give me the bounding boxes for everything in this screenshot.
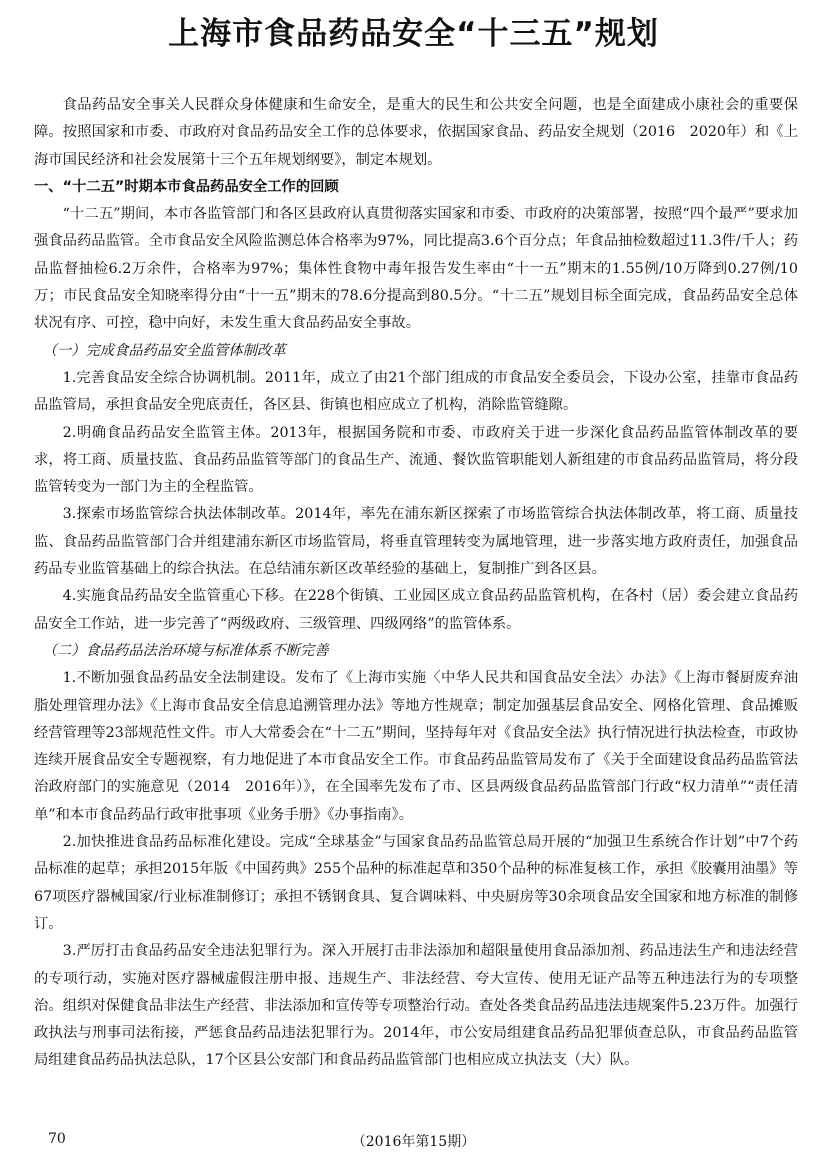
section-heading: 一、“十二五”时期本市食品药品安全工作的回顾 [34, 178, 339, 195]
page-title: 上海市食品药品安全“十三五”规划 [168, 16, 659, 52]
list-item-paragraph: 4.实施食品药品安全监管重心下移。在228个街镇、工业园区成立食品药品监管机构，在各村（居）委会建立食品药品安全工作站，进一步完善了“两级政府、三级管理、四级网络”的监管体系。 [34, 588, 798, 632]
subsection-heading: （二）食品药品法治环境与标准体系不断完善 [42, 642, 329, 659]
page-footer [0, 1131, 827, 1155]
list-item-paragraph: 1.完善食品安全综合协调机制。2011年，成立了由21个部门组成的市食品安全委员会，下设办公室，挂靠市食品药品监管局，承担食品安全兜底责任，各区县、街镇也相应成立了机构，消除监管缝隙。 [34, 369, 798, 414]
page-number: 70 [48, 1131, 66, 1147]
document-body [34, 92, 798, 1075]
issue-label: （2016年第15期） [351, 1134, 476, 1150]
list-item-paragraph: 3.探索市场监管综合执法体制改革。2014年，率先在浦东新区探索了市场监管综合执法体制改革，将工商、质量技监、食品药品监管部门合并组建浦东新区市场监管局，将垂直管理转变为属地管理，进一步落实地方政府责任，加强食品药品专业监管基础上的综合执法。在总结浦东新区改革经验的基础上，复制推广到各区县。 [34, 506, 798, 578]
list-item-paragraph: 2.加快推进食品药品标准化建设。完成“全球基金”与国家食品药品监管总局开展的“加强卫生系统合作计划”中7个药品标准的起草；承担2015年版《中国药典》255个品种的标准起草和350个品种的标准复核工作，承担《胶囊用油墨》等67项医疗器械国家/行业标准制修订；承担不锈钢食具、复合调味料、中央厨房等30余项食品安全国家和地方标准的制修订。 [34, 834, 798, 932]
subsection-heading: （一）完成食品药品安全监管体制改革 [42, 342, 286, 359]
list-item-paragraph: 2.明确食品药品安全监管主体。2013年，根据国务院和市委、市政府关于进一步深化食品药品监管体制改革的要求，将工商、质量技监、食品药品监管等部门的食品生产、流通、餐饮监管职能划人新组建的市食品药品监管局，将分段监管转变为一部门为主的全程监管。 [34, 424, 798, 496]
list-item-paragraph: 3.严厉打击食品药品安全违法犯罪行为。深入开展打击非法添加和超限量使用食品添加剂、药品违法生产和违法经营的专项行动，实施对医疗器械虚假注册申报、违规生产、非法经营、夸大宣传、使用无证产品等五种违法行为的专项整治。组织对保健食品非法生产经营、非法添加和宣传等专项整治行动。查处各类食品药品违法违规案件5.23万件。加强行政执法与刑事司法衔接，严惩食品药品违法犯罪行为。2014年，市公安局组建食品药品犯罪侦查总队，市食品药品监管局组建食品药品执法总队，17个区县公安部门和食品药品监管部门也相应成立执法支（大）队。 [34, 943, 798, 1069]
list-item-paragraph: 1.不断加强食品药品安全法制建设。发布了《上海市实施〈中华人民共和国食品安全法〉办法》《上海市餐厨废弃油脂处理管理办法》《上海市食品安全信息追溯管理办法》等地方性规章；制定加强基层食品安全、网格化管理、食品摊贩经营管理等23部规范性文件。市人大常委会在“十二五”期间，坚持每年对《食品安全法》执行情况进行执法检查，市政协连续开展食品安全专题视察，有力地促进了本市食品安全工作。市食品药品监管局发布了《关于全面建设食品药品监管法治政府部门的实施意见（2014 2016年）》，在全国率先发布了市、区县两级食品药品监管部门行政“权力清单”“责任清单”和本市食品药品行政审批事项《业务手册》《办事指南》。 [34, 670, 798, 823]
section-summary-paragraph: “十二五”期间，本市各监管部门和各区县政府认真贯彻落实国家和市委、市政府的决策部署，按照“四个最严”要求加强食品药品监管。全市食品安全风险监测总体合格率为97%，同比提高3.6个百分点；年食品抽检数超过11.3件/千人；药品监督抽检6.2万余件，合格率为97%；集体性食物中毒年报告发生率由“十一五”期末的1.55例/10万降到0.27例/10万；市民食品安全知晓率得分由“十一五”期末的78.6分提高到80.5分。“十二五”规划目标全面完成，食品药品安全总体状况有序、可控，稳中向好，未发生重大食品药品安全事故。 [34, 206, 798, 332]
intro-paragraph: 食品药品安全事关人民群众身体健康和生命安全，是重大的民生和公共安全问题，也是全面建成小康社会的重要保障。按照国家和市委、市政府对食品药品安全工作的总体要求，依据国家食品、药品安全规划（2016 2020年）和《上海市国民经济和社会发展第十三个五年规划纲要》，制定本规划。 [34, 97, 798, 168]
